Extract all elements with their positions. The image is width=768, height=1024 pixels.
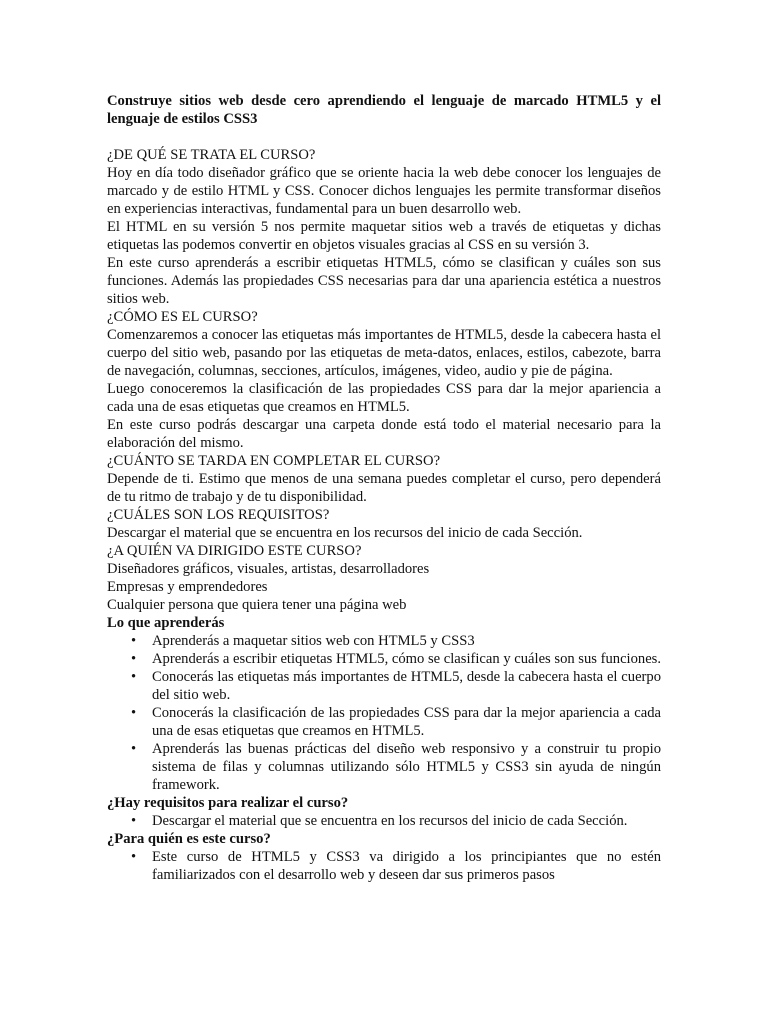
list-item: • Aprenderás a maquetar sitios web con HTML5 y CSS3 xyxy=(152,632,661,650)
paragraph: En este curso podrás descargar una carpeta donde está todo el material necesario para la elaboración del mismo. xyxy=(107,417,661,451)
list-item: • Conocerás las etiquetas más importantes de HTML5, desde la cabecera hasta el cuerpo del sitio web. xyxy=(152,668,661,704)
section-heading: ¿Para quién es este curso? xyxy=(107,831,271,847)
section-lo-que-aprenderas xyxy=(107,614,661,794)
document-page xyxy=(107,92,661,884)
list-item: • Conocerás la clasificación de las propiedades CSS para dar la mejor apariencia a cada una de esas etiquetas que creamos en HTML5. xyxy=(152,704,661,740)
paragraph: Hoy en día todo diseñador gráfico que se oriente hacia la web debe conocer los lenguajes de marcado y de estilo HTML y CSS. Conocer dichos lenguajes les permite transformar diseños en experiencias interactivas, fundamental para un buen desarrollo web. xyxy=(107,165,661,217)
section-heading: ¿CUÁLES SON LOS REQUISITOS? xyxy=(107,507,330,523)
section-que-trata xyxy=(107,146,661,308)
section-heading: ¿CUÁNTO SE TARDA EN COMPLETAR EL CURSO? xyxy=(107,453,441,469)
paragraph: En este curso aprenderás a escribir etiquetas HTML5, cómo se clasifican y cuáles son sus funciones. Además las propiedades CSS necesarias para dar una apariencia estética a nuestros sitios web. xyxy=(107,255,661,307)
section-cuanto-tarda xyxy=(107,452,661,506)
paragraph: Depende de ti. Estimo que menos de una semana puedes completar el curso, pero dependerá de tu ritmo de trabajo y de tu disponibilidad. xyxy=(107,471,661,505)
list-item: • Descargar el material que se encuentra en los recursos del inicio de cada Sección. xyxy=(152,812,661,830)
paragraph: Cualquier persona que quiera tener una página web xyxy=(107,597,407,613)
bullet-list xyxy=(107,632,661,794)
bullet-list xyxy=(107,812,661,830)
section-heading: Lo que aprenderás xyxy=(107,615,225,631)
section-para-quien xyxy=(107,830,661,884)
paragraph: Luego conoceremos la clasificación de las propiedades CSS para dar la mejor apariencia a cada una de esas etiquetas que creamos en HTML5. xyxy=(107,381,661,415)
section-requisitos xyxy=(107,506,661,542)
paragraph: Empresas y emprendedores xyxy=(107,579,268,595)
section-como-es xyxy=(107,308,661,452)
paragraph: El HTML en su versión 5 nos permite maquetar sitios web a través de etiquetas y dichas etiquetas las podemos convertir en objetos visuales gracias al CSS en su versión 3. xyxy=(107,219,661,253)
paragraph: Descargar el material que se encuentra en los recursos del inicio de cada Sección. xyxy=(107,525,583,541)
paragraph: Diseñadores gráficos, visuales, artistas, desarrolladores xyxy=(107,561,430,577)
section-heading: ¿DE QUÉ SE TRATA EL CURSO? xyxy=(107,147,316,163)
section-heading: ¿CÓMO ES EL CURSO? xyxy=(107,309,258,325)
list-item: • Aprenderás a escribir etiquetas HTML5, cómo se clasifican y cuáles son sus funciones. xyxy=(152,650,661,668)
section-heading: ¿Hay requisitos para realizar el curso? xyxy=(107,795,349,811)
list-item: • Aprenderás las buenas prácticas del diseño web responsivo y a construir tu propio sistema de filas y columnas utilizando sólo HTML5 y CSS3 sin ayuda de ningún framework. xyxy=(152,740,661,794)
section-heading: ¿A QUIÉN VA DIRIGIDO ESTE CURSO? xyxy=(107,543,362,559)
bullet-list xyxy=(107,848,661,884)
section-hay-requisitos xyxy=(107,794,661,830)
paragraph: Comenzaremos a conocer las etiquetas más importantes de HTML5, desde la cabecera hasta el cuerpo del sitio web, pasando por las etiquetas de meta-datos, enlaces, estilos, cabezote, barra de navegación, columnas, secciones, artículos, imágenes, video, audio y pie de página. xyxy=(107,327,661,379)
section-quien xyxy=(107,542,661,614)
list-item: • Este curso de HTML5 y CSS3 va dirigido a los principiantes que no estén familiarizados con el desarrollo web y deseen dar sus primeros pasos xyxy=(152,848,661,884)
document-title: Construye sitios web desde cero aprendiendo el lenguaje de marcado HTML5 y el lenguaje de estilos CSS3 xyxy=(107,93,661,127)
